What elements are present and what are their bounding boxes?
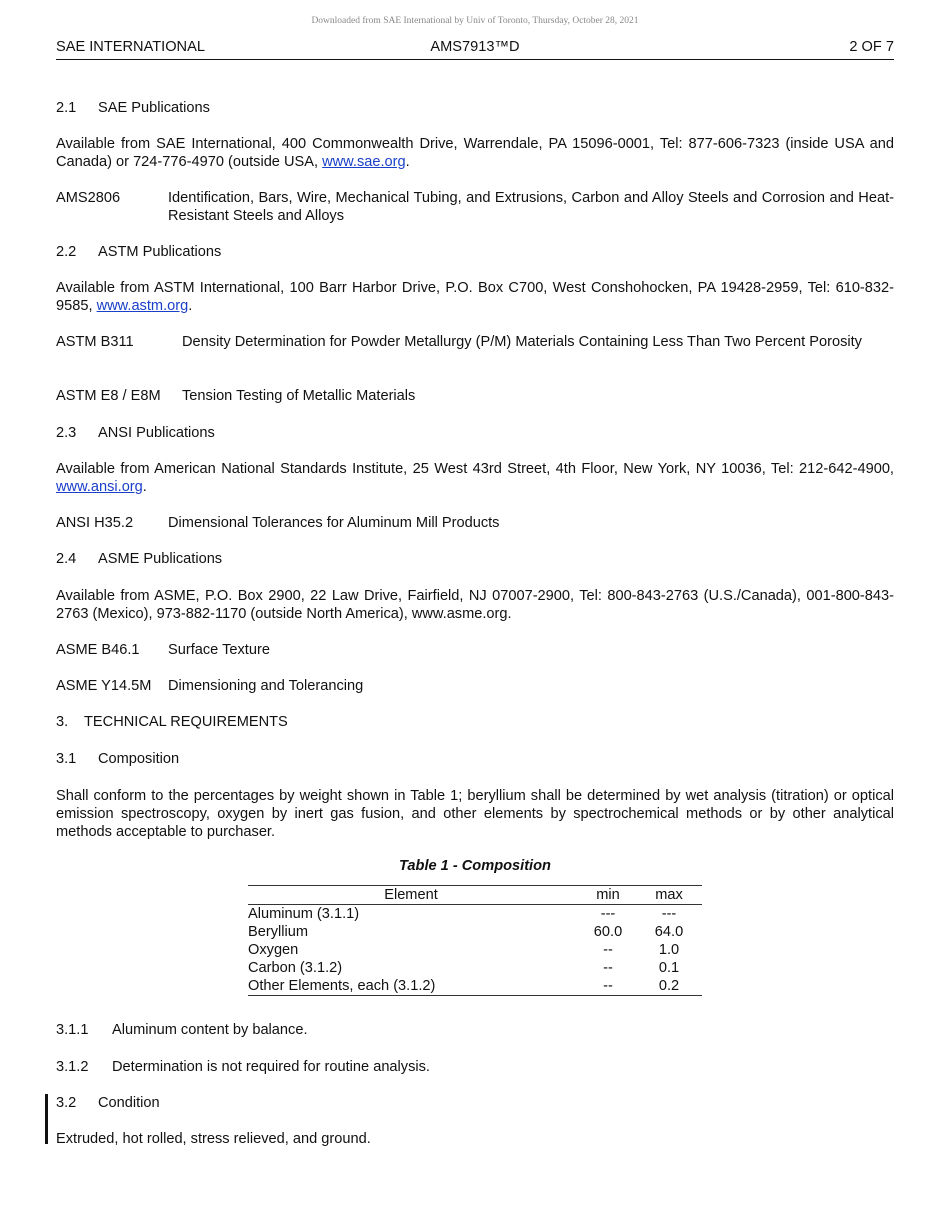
cell-element: Beryllium: [248, 924, 309, 940]
section-number: 3.1.2: [56, 1059, 89, 1075]
section-3-1-1: [56, 1021, 894, 1039]
download-notice: Downloaded from SAE International by Univ of Toronto, Thursday, October 28, 2021: [311, 16, 639, 26]
header-page-number: 2 OF 7: [849, 39, 894, 55]
table-caption: Table 1 - Composition: [399, 858, 551, 874]
reference-code: AMS2806: [56, 190, 121, 206]
column-header-element: Element: [384, 887, 438, 903]
cell-element: Other Elements, each (3.1.2): [248, 978, 436, 994]
cell-element: Carbon (3.1.2): [248, 960, 343, 976]
availability-text: Available from American National Standards Institute, 25 West 43rd Street, 4th Floor, New York, NY 10036, Tel: 212-642-4900,: [56, 461, 894, 477]
section-title: ASME Publications: [98, 551, 223, 567]
cell-max: 0.1: [658, 960, 680, 976]
section-text: Determination is not required for routine analysis.: [112, 1059, 430, 1075]
header-doc-number: AMS7913™D: [430, 39, 520, 55]
section-2-1-availability: [56, 135, 894, 171]
cell-min: --: [603, 960, 613, 976]
reference-ams2806: [56, 189, 894, 225]
section-2-1-heading: [56, 99, 894, 117]
section-number: 2.3: [56, 425, 77, 441]
cell-max: 1.0: [658, 942, 680, 958]
reference-description: Density Determination for Powder Metallurgy (P/M) Materials Containing Less Than Two Percent Porosity: [182, 334, 862, 350]
section-number: 2.4: [56, 551, 77, 567]
reference-code: ASME B46.1: [56, 642, 140, 658]
section-title: Condition: [98, 1095, 160, 1111]
availability-text: Available from ASTM International, 100 Barr Harbor Drive, P.O. Box C700, West Conshohocken, PA 19428-2959, Tel: 610-832-9585,: [56, 280, 894, 314]
table-row: [248, 923, 702, 941]
section-title: SAE Publications: [98, 100, 210, 116]
section-3-1-body: Shall conform to the percentages by weight shown in Table 1; beryllium shall be determined by wet analysis (titration) or optical emission spectroscopy, oxygen by inert gas fusion, and other elements by spectrochemical methods or by other analytical methods acceptable to purchaser.: [56, 788, 894, 840]
reference-astm-b311: [56, 333, 894, 351]
sae-link[interactable]: www.sae.org: [322, 154, 406, 170]
section-3-heading: [56, 713, 894, 731]
section-title: ASTM Publications: [98, 244, 222, 260]
reference-description: Surface Texture: [168, 642, 270, 658]
revision-change-bar: [45, 1094, 48, 1144]
section-2-3-heading: [56, 424, 894, 442]
availability-tail: .: [142, 479, 147, 495]
table-row: [248, 905, 702, 923]
cell-min: ---: [600, 906, 616, 922]
section-text: Aluminum content by balance.: [112, 1022, 308, 1038]
availability-tail: .: [188, 298, 193, 314]
composition-table: [248, 885, 702, 996]
table-row: [248, 959, 702, 977]
cell-min: 60.0: [593, 924, 623, 940]
reference-code: ASTM B311: [56, 334, 134, 350]
section-3-2-heading: [56, 1094, 894, 1112]
section-2-2-availability: [56, 279, 894, 315]
header-publisher: SAE INTERNATIONAL: [56, 39, 205, 55]
availability-tail: .: [405, 154, 410, 170]
section-number: 3.2: [56, 1095, 77, 1111]
section-2-2-heading: [56, 243, 894, 261]
section-title: TECHNICAL REQUIREMENTS: [84, 714, 288, 730]
table-row: [248, 977, 702, 996]
cell-max: ---: [661, 906, 677, 922]
reference-code: ANSI H35.2: [56, 515, 134, 531]
section-number: 3.: [56, 714, 69, 730]
reference-code: ASME Y14.5M: [56, 678, 152, 694]
section-3-1-heading: [56, 750, 894, 768]
column-header-max: max: [655, 887, 683, 903]
cell-max: 64.0: [654, 924, 684, 940]
section-2-4-heading: [56, 550, 894, 568]
reference-code: ASTM E8 / E8M: [56, 388, 161, 404]
reference-description: Tension Testing of Metallic Materials: [182, 388, 416, 404]
column-header-min: min: [596, 887, 620, 903]
reference-asme-b46-1: [56, 641, 894, 659]
cell-element: Aluminum (3.1.1): [248, 906, 360, 922]
reference-description: Identification, Bars, Wire, Mechanical Tubing, and Extrusions, Carbon and Alloy Steels and Corrosion and Heat-Resistant Steels and Alloys: [168, 190, 894, 224]
reference-ansi-h35-2: [56, 514, 894, 532]
ansi-link[interactable]: www.ansi.org: [56, 479, 143, 495]
reference-description: Dimensional Tolerances for Aluminum Mill Products: [168, 515, 500, 531]
cell-min: --: [603, 978, 613, 994]
cell-max: 0.2: [658, 978, 680, 994]
reference-description: Dimensioning and Tolerancing: [168, 678, 364, 694]
section-number: 3.1.1: [56, 1022, 89, 1038]
section-title: ANSI Publications: [98, 425, 215, 441]
section-3-1-2: [56, 1058, 894, 1076]
availability-text: Available from SAE International, 400 Commonwealth Drive, Warrendale, PA 15096-0001, Tel: 877-606-7323 (inside USA and Canada) or 724-776-4970 (outside USA,: [56, 136, 894, 170]
reference-asme-y14-5m: [56, 677, 894, 695]
section-number: 3.1: [56, 751, 77, 767]
section-3-2-body: Extruded, hot rolled, stress relieved, and ground.: [56, 1131, 371, 1147]
section-number: 2.1: [56, 100, 77, 116]
header-rule: [56, 59, 894, 60]
table-header-row: [248, 886, 702, 905]
reference-astm-e8: [56, 387, 894, 405]
cell-element: Oxygen: [248, 942, 299, 958]
table-row: [248, 941, 702, 959]
astm-link[interactable]: www.astm.org: [96, 298, 189, 314]
section-title: Composition: [98, 751, 180, 767]
cell-min: --: [603, 942, 613, 958]
section-2-4-availability: Available from ASME, P.O. Box 2900, 22 Law Drive, Fairfield, NJ 07007-2900, Tel: 800-843-2763 (U.S./Canada), 001-800-843-2763 (Mexico), 973-882-1170 (outside North America), www.asme.org.: [56, 588, 894, 622]
section-2-3-availability: [56, 460, 894, 496]
section-number: 2.2: [56, 244, 77, 260]
